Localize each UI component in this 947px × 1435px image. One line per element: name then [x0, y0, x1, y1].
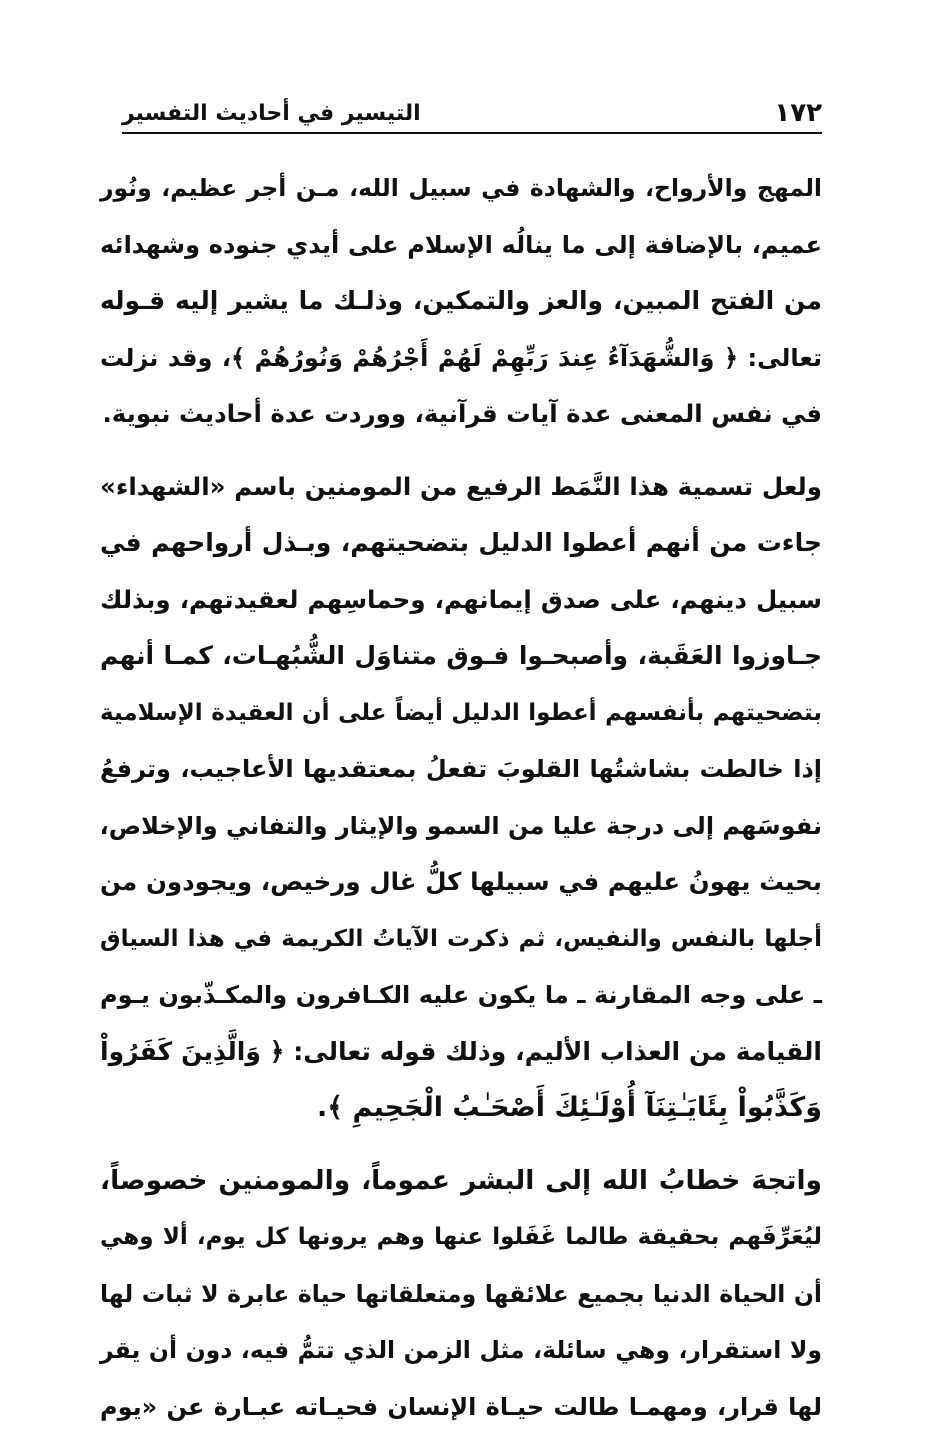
text-line: المهج والأرواح، والشهادة في سبيل الله، مـن أجر عظيم، ونُور: [100, 160, 822, 217]
text-line: إذا خالطت بشاشتُها القلوبَ تفعلُ بمعتقديها الأعاجيب، وترفعُ: [100, 741, 822, 798]
text-line: تعالى: ﴿ وَالشُّهَدَآءُ عِندَ رَبِّهِمْ لَهُمْ أَجْرُهُمْ وَنُورُهُمْ ﴾، وقد نزلت: [100, 330, 822, 387]
text-line: لها قرار، ومهمـا طالت حيـاة الإنسان فحيـاته عبـارة عن «يوم: [100, 1379, 822, 1435]
text-line: من الفتح المبين، والعز والتمكين، وذلـك ما يشير إليه قـوله: [100, 273, 822, 330]
text-line: القيامة من العذاب الأليم، وذلك قوله تعالى: ﴿ وَالَّذِينَ كَفَرُواْ: [100, 1024, 822, 1081]
text-line: بتضحيتهم بأنفسهم أعطوا الدليل أيضاً على أن العقيدة الإسلامية: [100, 685, 822, 742]
paragraph-gap: [100, 443, 822, 459]
text-line: واتجهَ خطابُ الله إلى البشر عموماً، والمومنين خصوصاً،: [100, 1153, 822, 1210]
text-line: نفوسَهم إلى درجة عليا من السمو والإيثار والتفاني والإخلاص،: [100, 798, 822, 855]
text-line: وَكَذَّبُواْ بِئَايَـٰتِنَآ أُوْلَـٰئِكَ أَصْحَـٰبُ الْجَحِيمِ ﴾.: [100, 1080, 822, 1137]
text-line: بحيث يهونُ عليهم في سبيلها كلُّ غال ورخيص، ويجودون من: [100, 854, 822, 911]
text-line: جاءت من أنهم أعطوا الدليل بتضحيتهم، وبـذل أرواحهم في: [100, 515, 822, 572]
paragraph: [100, 1153, 822, 1435]
paragraph: [100, 160, 822, 443]
text-line: أجلها بالنفس والنفيس، ثم ذكرت الآياتُ الكريمة في هذا السياق: [100, 911, 822, 968]
paragraph-gap: [100, 1137, 822, 1153]
text-line: أن الحياة الدنيا بجميع علائقها ومتعلقاتها حياة عابرة لا ثبات لها: [100, 1266, 822, 1323]
text-line: ولا استقرار، وهي سائلة، مثل الزمن الذي تتمُّ فيه، دون أن يقر: [100, 1322, 822, 1379]
text-line: جـاوزوا العَقَبة، وأصبحـوا فـوق متناوَل الشُّبُهـات، كمـا أنهم: [100, 628, 822, 685]
text-line: ليُعَرِّفَهم بحقيقة طالما غَفَلوا عنها وهم يرونها كل يوم، ألا وهي: [100, 1209, 822, 1266]
text-line: في نفس المعنى عدة آيات قرآنية، ووردت عدة أحاديث نبوية.: [100, 386, 822, 443]
text-line: ـ على وجه المقارنة ـ ما يكون عليه الكـافرون والمكـذّبون يـوم: [100, 967, 822, 1024]
text-line: سبيل دينهم، على صدق إيمانهم، وحماسِهم لعقيدتهم، وبذلك: [100, 572, 822, 629]
page-number: ١٧٢: [774, 98, 822, 128]
text-line: عميم، بالإضافة إلى ما ينالُه الإسلام على أيدي جنوده وشهدائه: [100, 217, 822, 274]
paragraph: [100, 459, 822, 1137]
running-title: التيسير في أحاديث التفسير: [122, 100, 421, 128]
body-text: [100, 160, 822, 1435]
text-line: ولعل تسمية هذا النَّمَط الرفيع من المومنين باسم «الشهداء»: [100, 459, 822, 516]
page-header: [122, 96, 822, 134]
